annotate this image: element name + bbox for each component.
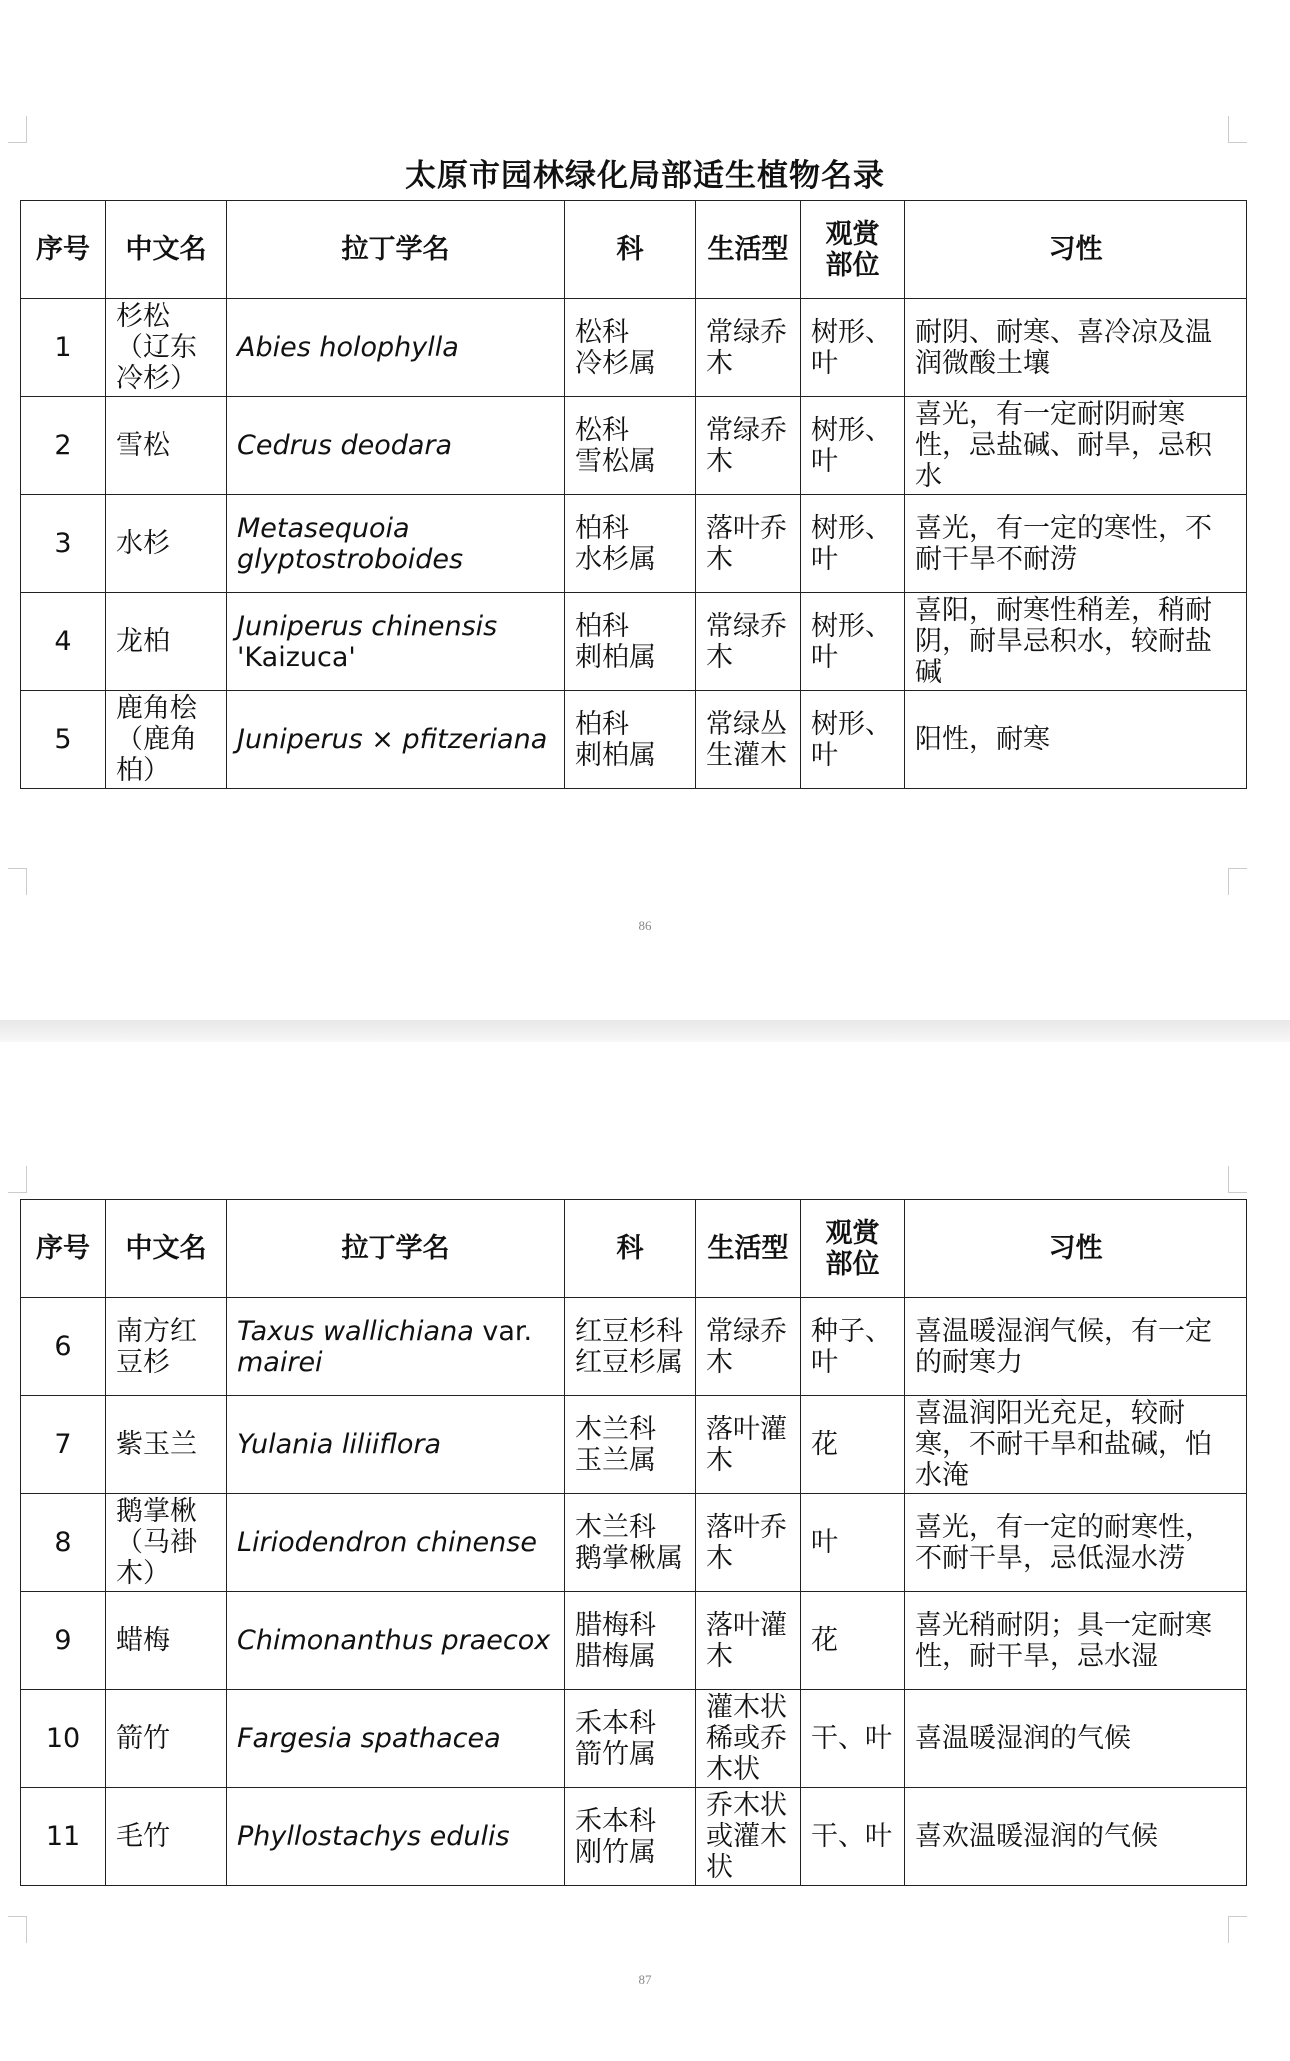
row-ornamental-part: 干、叶 [801,1788,905,1886]
row-life-form: 常绿丛生灌木 [696,691,801,789]
row-life-form: 乔木状或灌木状 [696,1788,801,1886]
header-ornamental-part [801,1200,905,1298]
row-latin-name [227,299,565,397]
row-idx: 2 [21,397,106,495]
crop-mark [1228,868,1247,895]
row-latin-name [227,397,565,495]
row-latin-name [227,1494,565,1592]
row-family: 禾本科 刚竹属 [565,1788,696,1886]
header-idx: 序号 [21,1200,106,1298]
crop-mark [8,868,27,895]
latin-binomial: Cedrus deodara [237,430,453,461]
table-row [21,495,1247,593]
crop-mark [1228,1916,1247,1943]
row-life-form: 落叶灌木 [696,1396,801,1494]
row-latin-name [227,1592,565,1690]
row-ornamental-part: 树形、叶 [801,495,905,593]
row-latin-name [227,1298,565,1396]
row-idx: 4 [21,593,106,691]
row-idx: 5 [21,691,106,789]
latin-binomial: Phyllostachys edulis [237,1821,510,1852]
plant-table-page-86 [20,200,1247,789]
table-row [21,1592,1247,1690]
row-ornamental-part: 叶 [801,1494,905,1592]
row-family: 柏科 刺柏属 [565,691,696,789]
row-life-form: 落叶乔木 [696,495,801,593]
latin-binomial: Juniperus × pfitzeriana [237,724,548,755]
table-row [21,593,1247,691]
table-header-row [21,201,1247,299]
latin-suffix: 'Kaizuca' [237,641,356,673]
row-latin-name [227,593,565,691]
row-ornamental-part: 种子、叶 [801,1298,905,1396]
latin-binomial: Fargesia spathacea [237,1723,501,1754]
row-habit: 阳性，耐寒 [905,691,1247,789]
row-life-form: 落叶灌木 [696,1592,801,1690]
row-idx: 1 [21,299,106,397]
page-gap [0,1020,1290,1042]
header-latin-name: 拉丁学名 [227,1200,565,1298]
row-latin-name [227,1690,565,1788]
row-idx: 10 [21,1690,106,1788]
header-life-form: 生活型 [696,201,801,299]
latin-binomial: Liriodendron chinense [237,1527,537,1558]
header-chinese-name: 中文名 [106,201,227,299]
header-ornamental-part [801,201,905,299]
table-row [21,1788,1247,1886]
row-latin-name [227,691,565,789]
row-idx: 8 [21,1494,106,1592]
header-habit: 习性 [905,201,1247,299]
row-life-form: 常绿乔木 [696,593,801,691]
table-row [21,1396,1247,1494]
row-habit: 喜光稍耐阴；具一定耐寒性，耐干旱，忌水湿 [905,1592,1247,1690]
latin-binomial: Abies holophylla [237,332,459,363]
latin-binomial: Metasequoia glyptostroboides [237,512,464,575]
row-habit: 喜温暖湿润的气候 [905,1690,1247,1788]
row-ornamental-part: 花 [801,1396,905,1494]
header-habit: 习性 [905,1200,1247,1298]
table-row [21,1690,1247,1788]
row-ornamental-part: 干、叶 [801,1690,905,1788]
latin-infraspecific: mairei [237,1346,323,1378]
row-habit: 喜光，有一定的寒性，不耐干旱不耐涝 [905,495,1247,593]
row-chinese-name: 南方红豆杉 [106,1298,227,1396]
row-habit: 喜光，有一定耐阴耐寒性，忌盐碱、耐旱，忌积水 [905,397,1247,495]
row-chinese-name: 龙柏 [106,593,227,691]
row-habit: 喜欢温暖湿润的气候 [905,1788,1247,1886]
row-ornamental-part: 树形、叶 [801,593,905,691]
table-row [21,397,1247,495]
row-latin-name [227,495,565,593]
row-family: 松科 冷杉属 [565,299,696,397]
row-family: 腊梅科 腊梅属 [565,1592,696,1690]
page-87 [0,1042,1290,2061]
document-title: 太原市园林绿化局部适生植物名录 [405,158,885,194]
row-latin-name [227,1788,565,1886]
row-chinese-name: 杉松（辽东冷杉） [106,299,227,397]
row-ornamental-part: 花 [801,1592,905,1690]
latin-binomial: Yulania liliiflora [237,1429,442,1460]
latin-binomial: Juniperus chinensis [237,610,498,642]
row-life-form: 落叶乔木 [696,1494,801,1592]
row-chinese-name: 鹿角桧（鹿角柏） [106,691,227,789]
table-row [21,299,1247,397]
table-row [21,1494,1247,1592]
row-latin-name [227,1396,565,1494]
latin-binomial: Taxus wallichiana [237,1315,474,1347]
latin-binomial: Chimonanthus praecox [237,1625,551,1656]
plant-table-page-87 [20,1199,1247,1886]
row-life-form: 常绿乔木 [696,1298,801,1396]
row-family: 红豆杉科 红豆杉属 [565,1298,696,1396]
row-habit: 喜阳，耐寒性稍差，稍耐阴，耐旱忌积水，较耐盐碱 [905,593,1247,691]
row-family: 松科 雪松属 [565,397,696,495]
page-86 [0,0,1290,1020]
header-ornamental-part-text: 观赏部位 [825,218,880,281]
row-chinese-name: 箭竹 [106,1690,227,1788]
table-row [21,691,1247,789]
header-family: 科 [565,1200,696,1298]
row-chinese-name: 水杉 [106,495,227,593]
row-idx: 7 [21,1396,106,1494]
row-habit: 喜光，有一定的耐寒性，不耐干旱，忌低湿水涝 [905,1494,1247,1592]
row-ornamental-part: 树形、叶 [801,397,905,495]
table-row [21,1298,1247,1396]
crop-mark [1228,1166,1247,1193]
header-ornamental-part-text: 观赏部位 [825,1217,880,1280]
row-family: 禾本科 箭竹属 [565,1690,696,1788]
row-habit: 喜温润阳光充足，较耐寒，不耐干旱和盐碱，怕水淹 [905,1396,1247,1494]
header-idx: 序号 [21,201,106,299]
row-idx: 9 [21,1592,106,1690]
row-habit: 喜温暖湿润气候，有一定的耐寒力 [905,1298,1247,1396]
row-idx: 3 [21,495,106,593]
header-family: 科 [565,201,696,299]
crop-mark [8,1166,27,1193]
row-family: 木兰科 鹅掌楸属 [565,1494,696,1592]
row-chinese-name: 雪松 [106,397,227,495]
row-ornamental-part: 树形、叶 [801,691,905,789]
crop-mark [1228,116,1247,143]
row-idx: 6 [21,1298,106,1396]
row-life-form: 灌木状稀或乔木状 [696,1690,801,1788]
row-chinese-name: 鹅掌楸（马褂木） [106,1494,227,1592]
latin-suffix: var. [482,1315,533,1347]
row-chinese-name: 毛竹 [106,1788,227,1886]
crop-mark [8,116,27,143]
row-habit: 耐阴、耐寒、喜冷凉及温润微酸土壤 [905,299,1247,397]
row-idx: 11 [21,1788,106,1886]
row-family: 柏科 水杉属 [565,495,696,593]
row-family: 柏科 刺柏属 [565,593,696,691]
row-chinese-name: 紫玉兰 [106,1396,227,1494]
page-number: 87 [638,1972,652,1987]
header-latin-name: 拉丁学名 [227,201,565,299]
row-family: 木兰科 玉兰属 [565,1396,696,1494]
header-chinese-name: 中文名 [106,1200,227,1298]
row-ornamental-part: 树形、叶 [801,299,905,397]
header-life-form: 生活型 [696,1200,801,1298]
page-number: 86 [638,918,652,933]
row-life-form: 常绿乔木 [696,299,801,397]
crop-mark [8,1916,27,1943]
row-chinese-name: 蜡梅 [106,1592,227,1690]
row-life-form: 常绿乔木 [696,397,801,495]
table-header-row [21,1200,1247,1298]
